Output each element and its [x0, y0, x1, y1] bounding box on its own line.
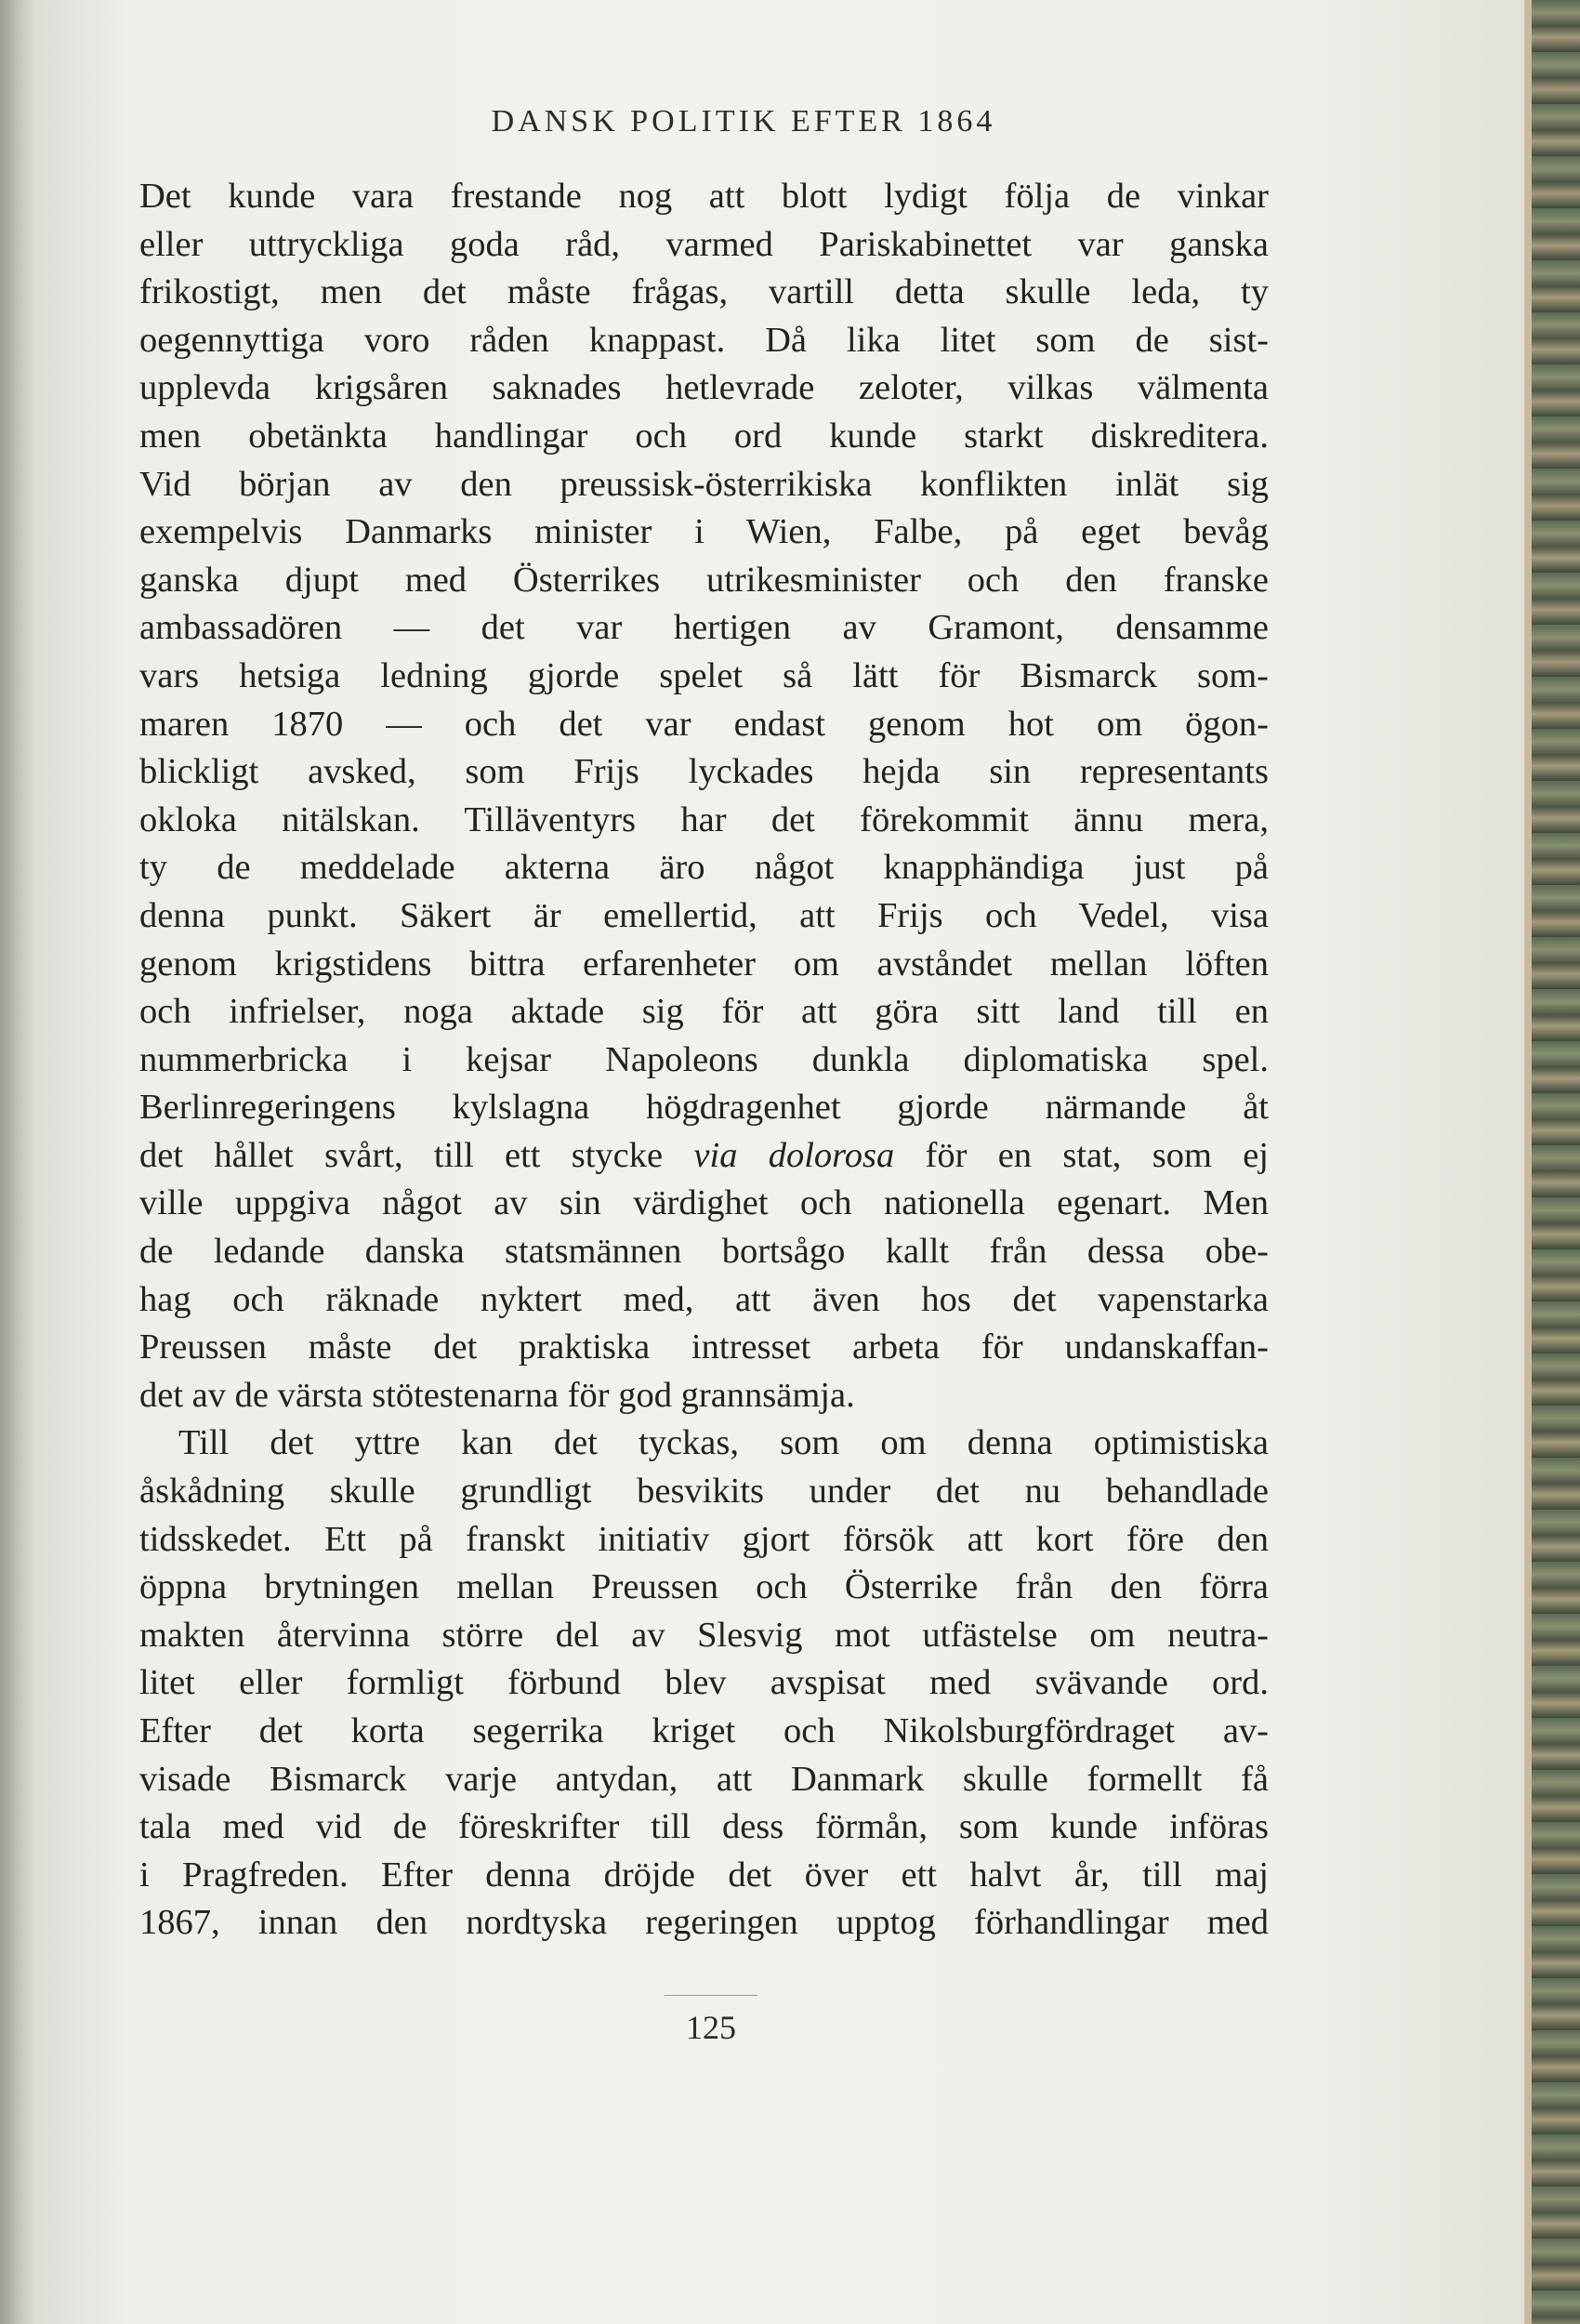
text-line: Efter det korta segerrika kriget och Nikolsburgfördraget av-	[139, 1711, 1269, 1750]
book-cover-edge	[1524, 0, 1580, 2324]
text-line: frikostigt, men det måste frågas, vartill detta skulle leda, ty	[139, 272, 1269, 312]
text-line: 1867, innan den nordtyska regeringen upptog förhandlingar med	[139, 1903, 1269, 1943]
text-line: eller uttryckliga goda råd, varmed Pariskabinettet var ganska	[139, 224, 1269, 264]
text-line: visade Bismarck varje antydan, att Danmark skulle formellt få	[139, 1759, 1269, 1799]
italic-phrase: via dolorosa	[693, 1135, 895, 1175]
book-gutter	[0, 0, 35, 2324]
text-line: och infrielser, noga aktade sig för att göra sitt land till en	[139, 992, 1269, 1032]
text-line: exempelvis Danmarks minister i Wien, Falbe, på eget bevåg	[139, 512, 1269, 552]
body-text	[139, 173, 1269, 1948]
text-line: ty de meddelade akterna äro något knapphändiga just på	[139, 848, 1269, 888]
running-head: DANSK POLITIK EFTER 1864	[491, 104, 996, 139]
text-line: vars hetsiga ledning gjorde spelet så lätt för Bismarck som-	[139, 655, 1269, 695]
text-line: Preussen måste det praktiska intresset arbeta för undanskaffan-	[139, 1327, 1269, 1367]
text-line: Det kunde vara frestande nog att blott lydigt följa de vinkar	[139, 177, 1269, 216]
text-line: nummerbricka i kejsar Napoleons dunkla diplomatiska spel.	[139, 1039, 1269, 1079]
text-line: i Pragfreden. Efter denna dröjde det över ett halvt år, till maj	[139, 1855, 1269, 1895]
text-line: ville uppgiva något av sin värdighet och nationella egenart. Men	[139, 1183, 1269, 1223]
text-line: tala med vid de föreskrifter till dess förmån, som kunde införas	[139, 1807, 1269, 1847]
paragraph-2	[139, 1419, 1269, 1948]
paragraph-1-end	[139, 1180, 1269, 1419]
text-line: det av de värsta stötestenarna för god grannsämja.	[139, 1375, 855, 1415]
text-line: hag och räknade nyktert med, att även hos det vapenstarka	[139, 1279, 1269, 1319]
page-block-edge	[1524, 0, 1532, 2324]
text-line: de ledande danska statsmännen bortsågo kallt från dessa obe-	[139, 1232, 1269, 1272]
text-line: Berlinregeringens kylslagna högdragenhet gjorde närmande åt	[139, 1088, 1269, 1128]
text-line: Vid början av den preussisk-österrikiska konflikten inlät sig	[139, 464, 1269, 504]
text-line: blickligt avsked, som Frijs lyckades hejda sin representants	[139, 752, 1269, 792]
page-number: 125	[686, 2009, 736, 2046]
text-line: denna punkt. Säkert är emellertid, att Frijs och Vedel, visa	[139, 895, 1269, 935]
text-line: genom krigstidens bittra erfarenheter om avståndet mellan löften	[139, 944, 1269, 984]
text-line: litet eller formligt förbund blev avspisat med svävande ord.	[139, 1663, 1269, 1703]
text-line: okloka nitälskan. Tilläventyrs har det förekommit ännu mera,	[139, 799, 1269, 839]
text-line: Till det yttre kan det tyckas, som om denna optimistiska	[178, 1423, 1269, 1463]
text-span: det hållet svårt, till ett stycke	[139, 1135, 694, 1175]
text-line: maren 1870 — och det var endast genom hot om ögon-	[139, 704, 1269, 744]
paragraph-1	[139, 173, 1269, 1132]
text-span: för en stat, som ej	[894, 1135, 1269, 1175]
text-line-italic	[139, 1132, 1269, 1181]
text-line: makten återvinna större del av Slesvig mot utfästelse om neutra-	[139, 1615, 1269, 1655]
text-line: ganska djupt med Österrikes utrikesminister och den franske	[139, 560, 1269, 600]
text-line: men obetänkta handlingar och ord kunde starkt diskreditera.	[139, 416, 1269, 456]
text-line: åskådning skulle grundligt besvikits under det nu behandlade	[139, 1472, 1269, 1512]
text-line: upplevda krigsåren saknades hetlevrade zeloter, vilkas välmenta	[139, 368, 1269, 408]
text-line: ambassadören — det var hertigen av Gramont, densamme	[139, 608, 1269, 648]
text-line: oegennyttiga voro råden knappast. Då lika litet som de sist-	[139, 320, 1269, 360]
footer-rule	[665, 1995, 757, 1996]
text-line: tidsskedet. Ett på franskt initiativ gjort försök att kort före den	[139, 1519, 1269, 1559]
text-line: öppna brytningen mellan Preussen och Österrike från den förra	[139, 1567, 1269, 1607]
